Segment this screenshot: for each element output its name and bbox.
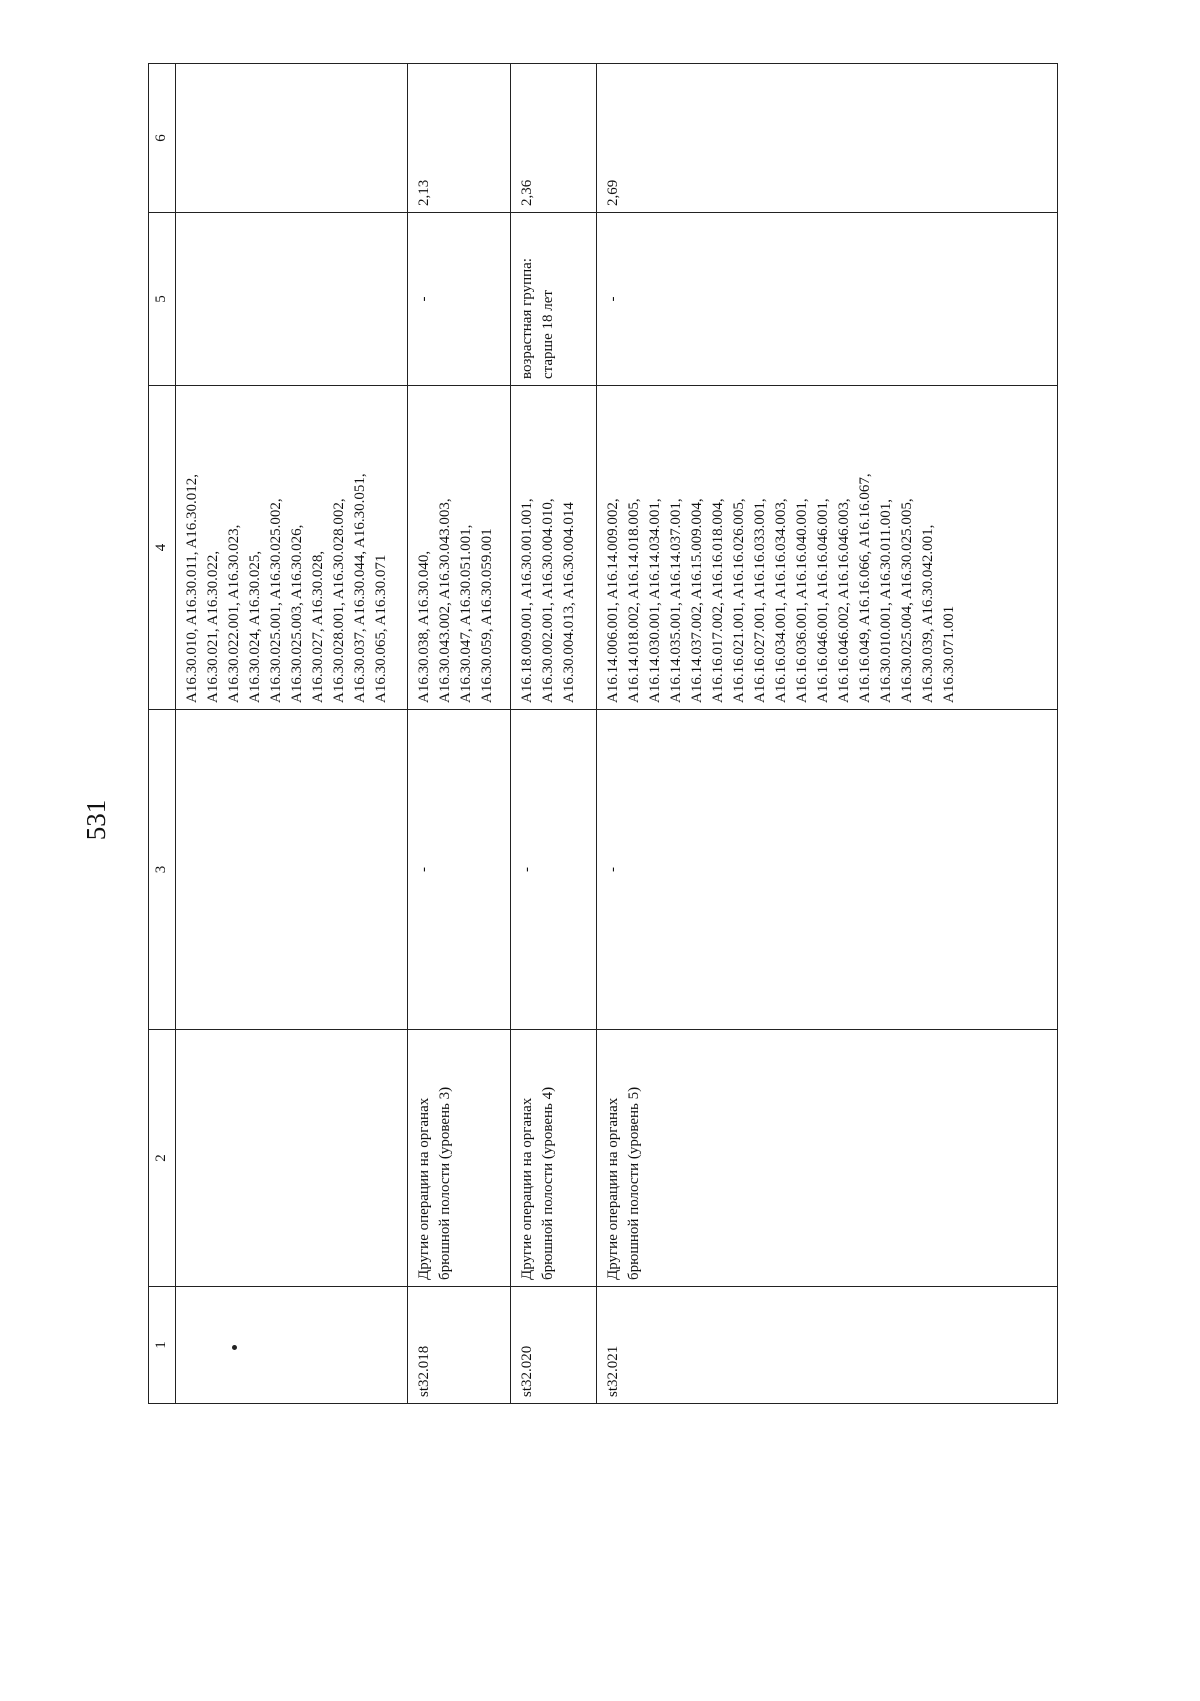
scan-speck <box>232 1345 237 1350</box>
row-code-cell: st32.020 <box>511 1287 597 1404</box>
row-code-cell: st32.021 <box>597 1287 1058 1404</box>
page-number: 531 <box>81 799 111 841</box>
row-col3-cell: - <box>408 710 511 1030</box>
row-coef-cell <box>176 64 408 213</box>
row-criteria-cell <box>176 213 408 386</box>
row-col3-cell: - <box>597 710 1058 1030</box>
table-row <box>176 64 408 1404</box>
row-code-cell: st32.018 <box>408 1287 511 1404</box>
header-cell-1: 1 <box>149 1287 176 1404</box>
row-coef-cell: 2,36 <box>511 64 597 213</box>
header-cell-6: 6 <box>149 64 176 213</box>
row-coef-cell: 2,69 <box>597 64 1058 213</box>
row-code-cell <box>176 1287 408 1404</box>
row-col3-cell <box>176 710 408 1030</box>
header-cell-4: 4 <box>149 386 176 710</box>
row-col3-cell: - <box>511 710 597 1030</box>
row-services-cell: A16.30.038, A16.30.040, A16.30.043.002, A16.30.043.003, A16.30.047, A16.30.051.001, A16.30.059, A16.30.059.001 <box>408 386 511 710</box>
row-name-cell: Другие операции на органах брюшной полости (уровень 4) <box>511 1030 597 1287</box>
table-row <box>408 64 511 1404</box>
header-cell-5: 5 <box>149 213 176 386</box>
table-row <box>511 64 597 1404</box>
table-header-row <box>149 64 176 1404</box>
header-cell-3: 3 <box>149 710 176 1030</box>
row-name-cell: Другие операции на органах брюшной полости (уровень 3) <box>408 1030 511 1287</box>
row-coef-cell: 2,13 <box>408 64 511 213</box>
row-services-cell: A16.30.010, A16.30.011, A16.30.012, A16.30.021, A16.30.022, A16.30.022.001, A16.30.023, A16.30.024, A16.30.025, A16.30.025.001, A16.30.025.002, A16.30.025.003, A16.30.026, A16.30.027, A16.30.028, A16.30.028.001, A16.30.028.002, A16.30.037, A16.30.044, A16.30.051, A16.30.065, A16.30.071 <box>176 386 408 710</box>
row-criteria-cell: возрастная группа: старше 18 лет <box>511 213 597 386</box>
row-name-cell: Другие операции на органах брюшной полости (уровень 5) <box>597 1030 1058 1287</box>
tariff-table <box>148 63 1058 1404</box>
row-name-cell <box>176 1030 408 1287</box>
row-services-cell: A16.14.006.001, A16.14.009.002, A16.14.018.002, A16.14.018.005, A16.14.030.001, A16.14.034.001, A16.14.035.001, A16.14.037.001, A16.14.037.002, A16.15.009.004, A16.16.017.002, A16.16.018.004, A16.16.021.001, A16.16.026.005, A16.16.027.001, A16.16.033.001, A16.16.034.001, A16.16.034.003, A16.16.036.001, A16.16.040.001, A16.16.046.001, A16.16.046.001, A16.16.046.002, A16.16.046.003, A16.16.049, A16.16.066, A16.16.067, A16.30.010.001, A16.30.011.001, A16.30.025.004, A16.30.025.005, A16.30.039, A16.30.042.001, A16.30.071.001 <box>597 386 1058 710</box>
row-criteria-cell: - <box>597 213 1058 386</box>
row-services-cell: A16.18.009.001, A16.30.001.001, A16.30.002.001, A16.30.004.010, A16.30.004.013, A16.30.004.014 <box>511 386 597 710</box>
header-cell-2: 2 <box>149 1030 176 1287</box>
rotated-table-container <box>148 64 1052 1404</box>
row-criteria-cell: - <box>408 213 511 386</box>
table-row <box>597 64 1058 1404</box>
